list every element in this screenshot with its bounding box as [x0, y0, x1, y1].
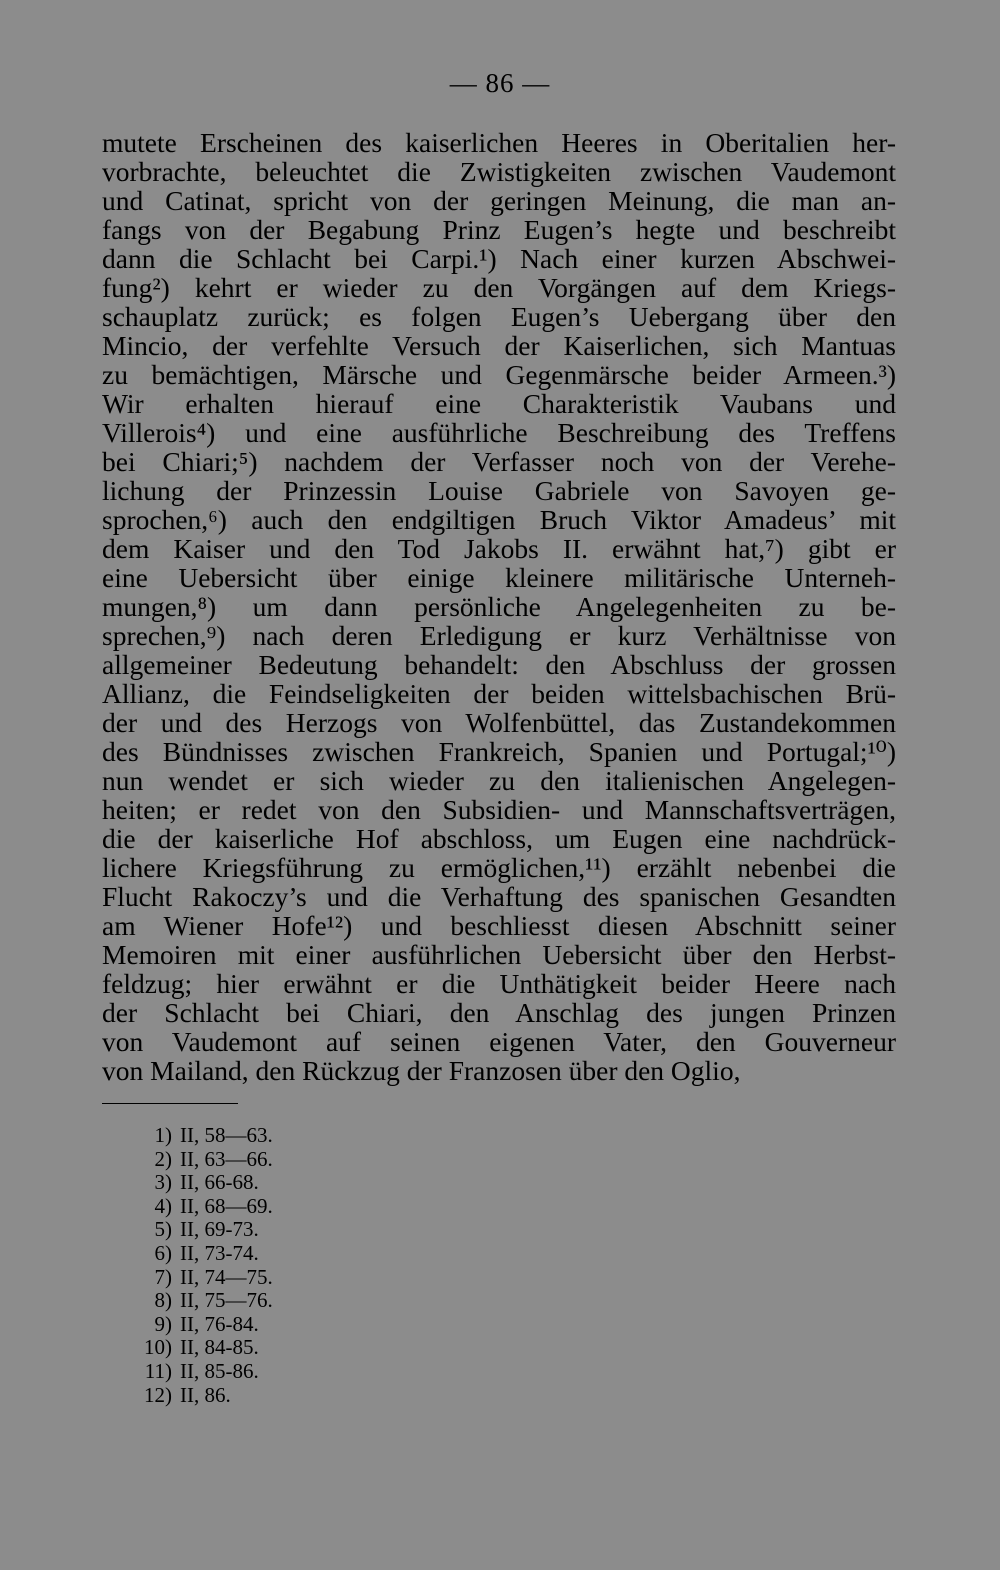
body-line: fangs von der Begabung Prinz Eugen’s hegte und beschreibt [102, 214, 896, 245]
body-line: sprochen,⁶) auch den endgiltigen Bruch Viktor Amadeus’ mit [102, 504, 896, 535]
footnote-number: 4) [154, 1193, 172, 1218]
body-line: von Vaudemont auf seinen eigenen Vater, den Gouverneur [102, 1026, 896, 1057]
footnote-reference: II, 84-85. [180, 1335, 259, 1360]
body-line: nun wendet er sich wieder zu den italienischen Angelegen- [102, 765, 896, 796]
footnote-reference: II, 73-74. [180, 1240, 259, 1265]
body-line: Villerois⁴) und eine ausführliche Beschreibung des Treffens [102, 417, 896, 448]
footnote-reference: II, 68—69. [180, 1193, 273, 1218]
footnote-number: 9) [154, 1311, 172, 1336]
body-line: des Bündnisses zwischen Frankreich, Spanien und Portugal;¹⁰) [102, 736, 896, 767]
body-line: eine Uebersicht über einige kleinere militärische Unterneh- [102, 562, 896, 593]
footnote [132, 1313, 432, 1337]
footnote-number: 3) [154, 1170, 172, 1195]
footnote-reference: II, 75—76. [180, 1288, 273, 1313]
body-line: allgemeiner Bedeutung behandelt: den Abschluss der grossen [102, 649, 896, 680]
body-line: sprechen,⁹) nach deren Erledigung er kurz Verhältnisse von [102, 620, 896, 651]
body-line: am Wiener Hofe¹²) und beschliesst diesen Abschnitt seiner [102, 910, 896, 941]
footnote-reference: II, 66-68. [180, 1170, 259, 1195]
body-line: Mincio, der verfehlte Versuch der Kaiserlichen, sich Mantuas [102, 330, 896, 361]
body-text [102, 128, 896, 1085]
footnote-reference: II, 76-84. [180, 1311, 259, 1336]
body-line: lichung der Prinzessin Louise Gabriele von Savoyen ge- [102, 475, 896, 506]
body-line: lichere Kriegsführung zu ermöglichen,¹¹) erzählt nebenbei die [102, 852, 896, 883]
footnote [132, 1289, 432, 1313]
body-line: heiten; er redet von den Subsidien- und Mannschaftsverträgen, [102, 794, 896, 825]
footnote-number: 2) [154, 1146, 172, 1171]
body-line: dem Kaiser und den Tod Jakobs II. erwähnt hat,⁷) gibt er [102, 533, 896, 564]
footnote-number: 7) [154, 1264, 172, 1289]
page-number: — 86 — [449, 68, 551, 98]
footnote [132, 1171, 432, 1195]
footnote [132, 1360, 432, 1384]
footnote [132, 1242, 432, 1266]
body-line: zu bemächtigen, Märsche und Gegenmärsche beider Armeen.³) [102, 359, 896, 390]
footnote [132, 1148, 432, 1172]
footnote-reference: II, 86. [180, 1382, 231, 1407]
body-line: von Mailand, den Rückzug der Franzosen über den Oglio, [102, 1055, 741, 1086]
footnote-reference: II, 85-86. [180, 1358, 259, 1383]
body-line: Flucht Rakoczy’s und die Verhaftung des spanischen Gesandten [102, 881, 896, 912]
footnote-reference: II, 63—66. [180, 1146, 273, 1171]
body-line: feldzug; hier erwähnt er die Unthätigkeit beider Heere nach [102, 968, 896, 999]
body-line: schauplatz zurück; es folgen Eugen’s Uebergang über den [102, 301, 896, 332]
body-line: und Catinat, spricht von der geringen Meinung, die man an- [102, 185, 896, 216]
footnote [132, 1195, 432, 1219]
footnote [132, 1336, 432, 1360]
body-line: mutete Erscheinen des kaiserlichen Heeres in Oberitalien her- [102, 127, 896, 158]
footnote [132, 1266, 432, 1290]
body-line: dann die Schlacht bei Carpi.¹) Nach einer kurzen Abschwei- [102, 243, 896, 274]
body-line: Allianz, die Feindseligkeiten der beiden wittelsbachischen Brü- [102, 678, 896, 709]
footnote [132, 1124, 432, 1148]
body-line: Memoiren mit einer ausführlichen Uebersicht über den Herbst- [102, 939, 896, 970]
body-line: fung²) kehrt er wieder zu den Vorgängen auf dem Kriegs- [102, 272, 896, 303]
body-line: vorbrachte, beleuchtet die Zwistigkeiten zwischen Vaudemont [102, 156, 896, 187]
footnote-number: 1) [154, 1123, 172, 1147]
footnote-reference: II, 58—63. [180, 1123, 273, 1147]
body-line: der Schlacht bei Chiari, den Anschlag des jungen Prinzen [102, 997, 896, 1028]
footnote-reference: II, 69-73. [180, 1217, 259, 1242]
footnotes [132, 1124, 432, 1407]
body-line: Wir erhalten hierauf eine Charakteristik Vaubans und [102, 388, 896, 419]
footnote-number: 10) [144, 1335, 172, 1360]
footnote-reference: II, 74—75. [180, 1264, 273, 1289]
body-line: die der kaiserliche Hof abschloss, um Eugen eine nachdrück- [102, 823, 896, 854]
footnote-divider [102, 1103, 238, 1104]
footnote [132, 1218, 432, 1242]
body-line: mungen,⁸) um dann persönliche Angelegenheiten zu be- [102, 591, 896, 622]
footnote-number: 5) [154, 1217, 172, 1242]
footnote-number: 6) [154, 1240, 172, 1265]
footnote-number: 12) [144, 1382, 172, 1407]
body-line: bei Chiari;⁵) nachdem der Verfasser noch von der Verehe- [102, 446, 896, 477]
footnote-number: 11) [144, 1358, 172, 1383]
footnote [132, 1384, 432, 1408]
body-line: der und des Herzogs von Wolfenbüttel, das Zustandekommen [102, 707, 896, 738]
footnote-number: 8) [154, 1288, 172, 1313]
